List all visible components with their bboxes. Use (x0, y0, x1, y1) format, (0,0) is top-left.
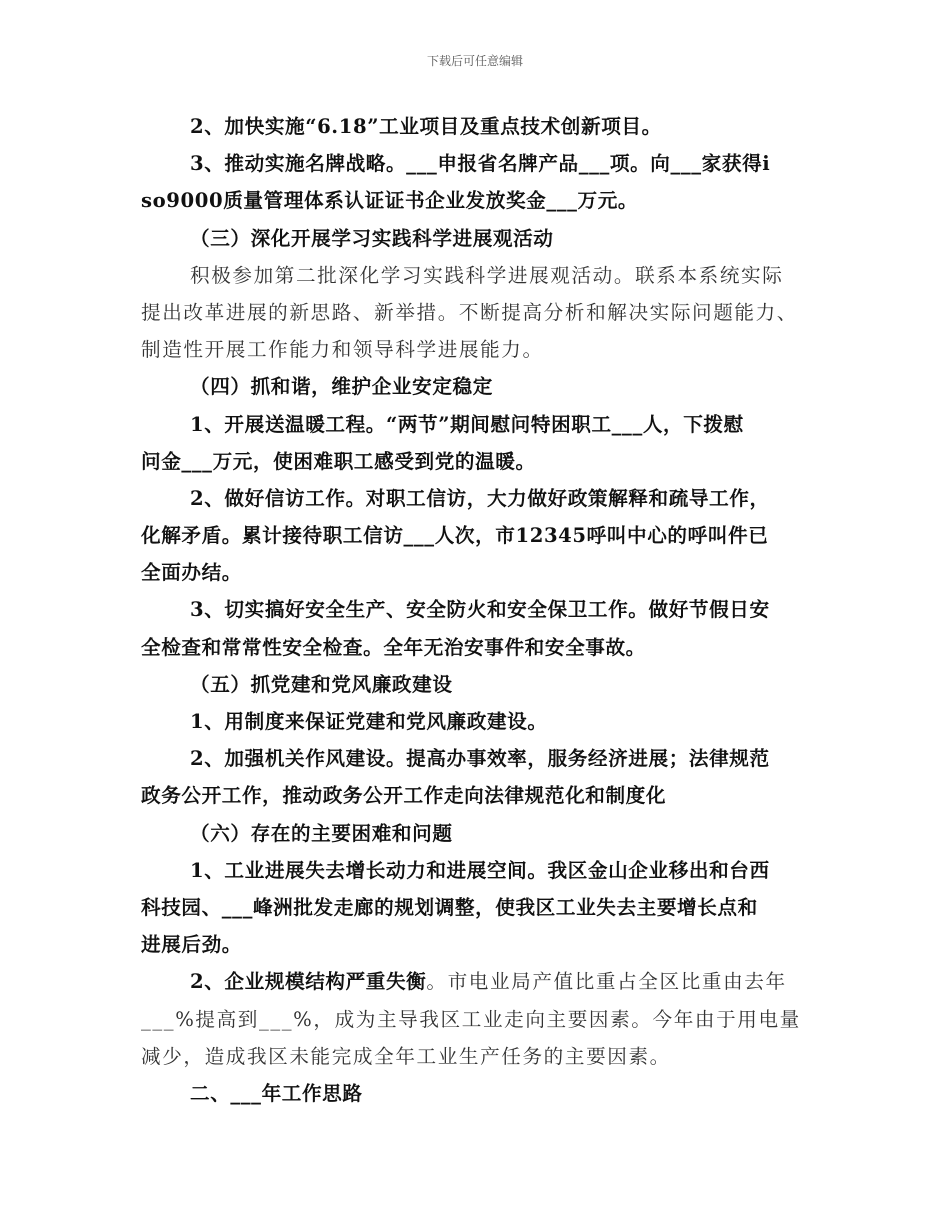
text-line (141, 852, 817, 889)
text-run: 提出改革进展的新思路、新举措。不断提高分析和解决实际问题能力、 (141, 300, 799, 324)
text-run: ___%提高到___%，成为主导我区工业走向主要因素。今年由于用电量 (141, 1007, 801, 1031)
text-run: 全检查和常常性安全检查。全年无治安事件和安全事故。 (141, 635, 646, 659)
text-line (141, 666, 817, 703)
text-run: 进展后劲。 (141, 933, 242, 957)
text-line (141, 368, 817, 405)
page-header: 下载后可任意编辑 (426, 54, 523, 68)
text-line (141, 777, 817, 814)
text-line (141, 331, 817, 368)
text-line (141, 1075, 817, 1112)
text-line (141, 145, 817, 182)
document-body (141, 108, 817, 1112)
text-run: 制造性开展工作能力和领导科学进展能力。 (141, 338, 544, 362)
text-run: 2、企业规模结构严重失衡 (190, 970, 427, 994)
text-run: 2、做好信访工作。对职工信访，大力做好政策解释和疏导工作， (190, 486, 770, 510)
text-run: 二、___年工作思路 (190, 1081, 363, 1105)
text-run: 积极参加第二批深化学习实践科学进展观活动。联系本系统实际 (190, 263, 784, 287)
text-line (141, 740, 817, 777)
text-line (141, 629, 817, 666)
text-run: 3、推动实施名牌战略。___申报省名牌产品___项。向___家获得i (190, 152, 771, 176)
text-line (141, 220, 817, 257)
text-line (141, 963, 817, 1000)
text-line (141, 591, 817, 628)
text-run: 1、工业进展失去增长动力和进展空间。我区金山企业移出和台西 (190, 858, 770, 882)
text-run: 化解矛盾。累计接待职工信访___人次，市12345呼叫中心的呼叫件已 (141, 524, 769, 548)
text-run: （五）抓党建和党风廉政建设 (190, 672, 453, 696)
text-run: 政务公开工作，推动政务公开工作走向法律规范化和制度化 (141, 784, 667, 808)
text-line (141, 182, 817, 219)
text-run: 2、加快实施“6.18”工业项目及重点技术创新项目。 (190, 115, 662, 138)
text-line (141, 703, 817, 740)
text-run: （六）存在的主要困难和问题 (190, 821, 453, 845)
text-run: （三）深化开展学习实践科学进展观活动 (190, 226, 554, 250)
text-run: 减少，造成我区未能完成全年工业生产任务的主要因素。 (141, 1044, 671, 1068)
text-line (141, 1038, 817, 1075)
text-line (141, 815, 817, 852)
text-run: 。市电业局产值比重占全区比重由去年 (426, 970, 787, 994)
text-line (141, 480, 817, 517)
text-run: 3、切实搞好安全生产、安全防火和安全保卫工作。做好节假日安 (190, 598, 770, 622)
text-run: 1、用制度来保证党建和党风廉政建设。 (190, 710, 548, 733)
text-run: 问金___万元，使困难职工感受到党的温暖。 (141, 449, 536, 473)
text-line (141, 443, 817, 480)
text-run: 1、开展送温暖工程。“两节”期间慰问特困职工___人，下拨慰 (190, 412, 744, 436)
text-line (141, 517, 817, 554)
text-line (141, 406, 817, 443)
text-line (141, 889, 817, 926)
text-line (141, 1001, 817, 1038)
text-line (141, 554, 817, 591)
text-run: 科技园、___峰洲批发走廊的规划调整，使我区工业失去主要增长点和 (141, 895, 758, 919)
text-run: 全面办结。 (141, 561, 242, 585)
text-line (141, 926, 817, 963)
text-line (141, 294, 817, 331)
text-run: （四）抓和谐，维护企业安定稳定 (190, 375, 493, 399)
text-line (141, 257, 817, 294)
text-run: 2、加强机关作风建设。提高办事效率，服务经济进展；法律规范 (190, 747, 770, 771)
text-line (141, 108, 817, 145)
text-run: so9000质量管理体系认证证书企业发放奖金___万元。 (141, 189, 639, 213)
